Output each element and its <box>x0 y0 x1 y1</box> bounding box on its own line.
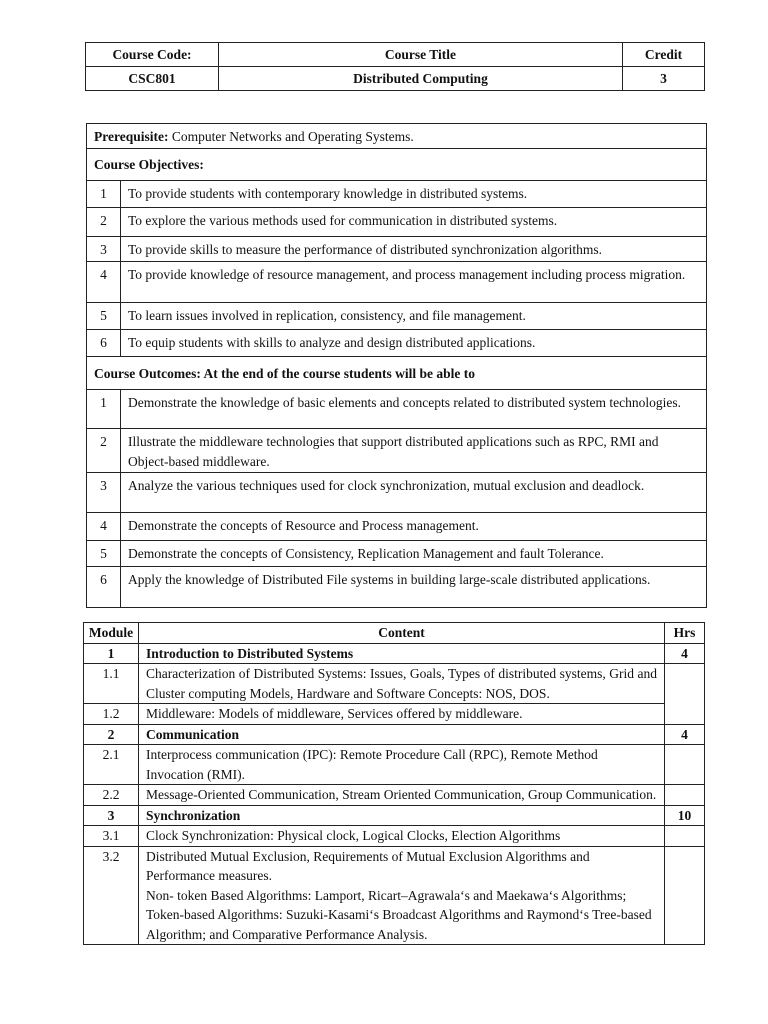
objective-number: 5 <box>87 303 121 330</box>
module-hours: 10 <box>665 805 705 826</box>
prerequisite-text: Computer Networks and Operating Systems. <box>171 128 414 144</box>
objective-number: 2 <box>87 208 121 237</box>
module-row <box>84 805 705 826</box>
outcome-number: 1 <box>87 390 121 429</box>
content-header: Content <box>139 623 665 644</box>
module-title: Communication <box>139 724 665 745</box>
outcome-row <box>87 473 707 513</box>
outcome-text: Analyze the various techniques used for clock synchronization, mutual exclusion and deadlock. <box>121 473 707 513</box>
hours-empty-cell <box>665 826 705 847</box>
submodule-row <box>84 664 705 704</box>
hours-empty-cell <box>665 846 705 945</box>
outcome-text: Demonstrate the concepts of Resource and Process management. <box>121 513 707 541</box>
hours-empty-cell <box>665 785 705 806</box>
submodule-number: 3.2 <box>84 846 139 945</box>
module-number: 2 <box>84 724 139 745</box>
objectives-heading: Course Objectives: <box>87 149 707 181</box>
outcome-text: Demonstrate the concepts of Consistency, Replication Management and fault Tolerance. <box>121 541 707 567</box>
submodule-row <box>84 704 705 725</box>
submodule-row <box>84 826 705 847</box>
submodule-number: 1.1 <box>84 664 139 704</box>
outcome-row <box>87 513 707 541</box>
outcome-number: 5 <box>87 541 121 567</box>
module-number: 1 <box>84 643 139 664</box>
course-credit: 3 <box>623 67 705 91</box>
course-title-header: Course Title <box>219 43 623 67</box>
module-hours: 4 <box>665 643 705 664</box>
submodule-text-cell <box>139 846 665 945</box>
outcome-number: 6 <box>87 567 121 608</box>
submodule-text: Interprocess communication (IPC): Remote Procedure Call (RPC), Remote Method Invocation (RMI). <box>139 745 665 785</box>
module-row <box>84 643 705 664</box>
objectives-heading-row <box>87 149 707 181</box>
outcome-text: Apply the knowledge of Distributed File systems in building large-scale distributed applications. <box>121 567 707 608</box>
module-content-table <box>83 622 705 945</box>
objective-row <box>87 262 707 303</box>
submodule-number: 2.2 <box>84 785 139 806</box>
module-number: 3 <box>84 805 139 826</box>
module-title: Introduction to Distributed Systems <box>139 643 665 664</box>
objective-row <box>87 237 707 262</box>
hrs-header: Hrs <box>665 623 705 644</box>
prerequisite-cell <box>87 124 707 149</box>
objective-text: To provide students with contemporary knowledge in distributed systems. <box>121 181 707 208</box>
outcome-text: Demonstrate the knowledge of basic elements and concepts related to distributed system technologies. <box>121 390 707 429</box>
objective-row <box>87 330 707 357</box>
submodule-text: Characterization of Distributed Systems: Issues, Goals, Types of distributed systems, Grid and Cluster computing Models, Hardware and Software Concepts: NOS, DOS. <box>139 664 665 704</box>
submodule-row <box>84 785 705 806</box>
module-header: Module <box>84 623 139 644</box>
objective-text: To provide skills to measure the performance of distributed synchronization algorithms. <box>121 237 707 262</box>
submodule-text: Message-Oriented Communication, Stream Oriented Communication, Group Communication. <box>139 785 665 806</box>
objective-number: 3 <box>87 237 121 262</box>
module-title: Synchronization <box>139 805 665 826</box>
objective-row <box>87 208 707 237</box>
objective-number: 1 <box>87 181 121 208</box>
outcome-number: 3 <box>87 473 121 513</box>
submodule-number: 2.1 <box>84 745 139 785</box>
module-hours: 4 <box>665 724 705 745</box>
module-header-row <box>84 623 705 644</box>
submodule-text: Middleware: Models of middleware, Services offered by middleware. <box>139 704 665 725</box>
prerequisite-label: Prerequisite: <box>94 128 169 144</box>
submodule-paragraph: Distributed Mutual Exclusion, Requirements of Mutual Exclusion Algorithms and Performance measures. <box>146 848 590 883</box>
submodule-number: 3.1 <box>84 826 139 847</box>
course-header-row <box>86 43 705 67</box>
objective-text: To explore the various methods used for communication in distributed systems. <box>121 208 707 237</box>
objective-text: To equip students with skills to analyze and design distributed applications. <box>121 330 707 357</box>
outcome-row <box>87 567 707 608</box>
course-code: CSC801 <box>86 67 219 91</box>
outcome-row <box>87 429 707 473</box>
objective-number: 6 <box>87 330 121 357</box>
prerequisite-row <box>87 124 707 149</box>
course-title: Distributed Computing <box>219 67 623 91</box>
submodule-number: 1.2 <box>84 704 139 725</box>
course-value-row <box>86 67 705 91</box>
objective-text: To learn issues involved in replication, consistency, and file management. <box>121 303 707 330</box>
submodule-row <box>84 846 705 945</box>
hours-empty-cell <box>665 745 705 785</box>
objective-row <box>87 181 707 208</box>
course-code-header: Course Code: <box>86 43 219 67</box>
outcome-number: 2 <box>87 429 121 473</box>
course-info-table <box>85 42 705 91</box>
submodule-paragraph: Non- token Based Algorithms: Lamport, Ricart–Agrawala‘s and Maekawa‘s Algorithms; Token-based Algorithms: Suzuki-Kasami‘s Broadcast Algorithms and Raymond‘s Tree-based Algorithm; and Comparative Performance Analysis. <box>146 887 652 942</box>
objective-row <box>87 303 707 330</box>
module-row <box>84 724 705 745</box>
hours-empty-cell <box>665 664 705 725</box>
outcomes-heading-row <box>87 357 707 390</box>
outcomes-heading: Course Outcomes: At the end of the course students will be able to <box>87 357 707 390</box>
objectives-outcomes-table <box>86 123 707 608</box>
outcome-number: 4 <box>87 513 121 541</box>
credit-header: Credit <box>623 43 705 67</box>
outcome-row <box>87 390 707 429</box>
outcome-text: Illustrate the middleware technologies that support distributed applications such as RPC, RMI and Object-based middleware. <box>121 429 707 473</box>
submodule-row <box>84 745 705 785</box>
outcome-row <box>87 541 707 567</box>
submodule-text: Clock Synchronization: Physical clock, Logical Clocks, Election Algorithms <box>139 826 665 847</box>
objective-number: 4 <box>87 262 121 303</box>
objective-text: To provide knowledge of resource management, and process management including process migration. <box>121 262 707 303</box>
